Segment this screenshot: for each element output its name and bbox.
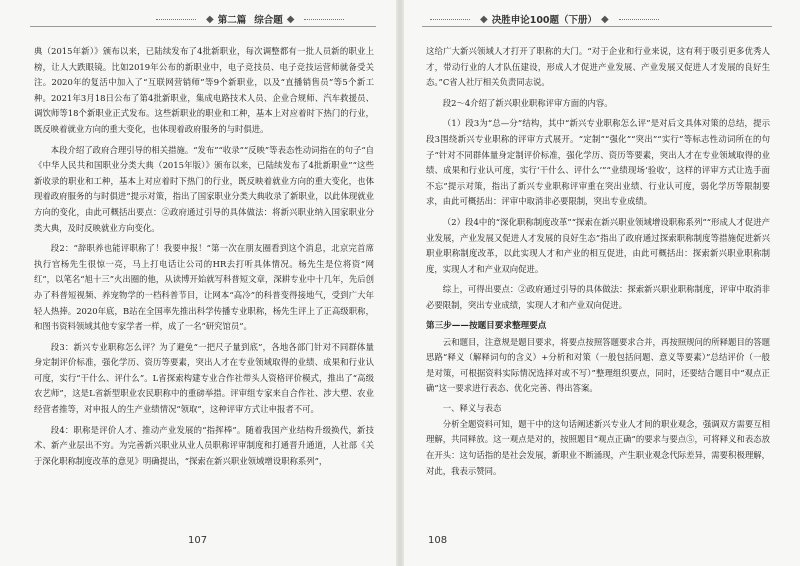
ornament-icon: ◆	[286, 13, 295, 25]
paragraph: 分析全题资料可知，题干中的这句话阐述新兴专业人才间的职业观念，强调双方需要互相理解，共同释放。这一观点是对的，按照题目“观点正确”的要求与要点⑤，可将释义和表态放在开头：这句话指的是社会发展，新职业不断涌现，产生职业观念代际差异，需要积极理解，对此，我表示赞同。	[426, 418, 770, 476]
paragraph: 段2～4介绍了新兴职业职称评审方面的内容。	[442, 97, 613, 108]
paragraph: （1）段3为“总—分”结构，其中“新兴专业职称怎么评”是对后文具体对策的总结，提示段3围绕新兴专业职称的评审方式展开。“定制”“强化”“突出”“实行”等标志性动词所在的句子“针对不同群体量身定制评价标准，强化学历、资历等要素，突出人才在专业领域取得的业绩、成果和行业认可度，实行‘干什么、评什么’”“业绩现场‘验收’，这样的评审方式让选手面不忘”提示对策，指出了新兴专业职称评审重在突出业绩、行业认可度，弱化学历等限制要求，由此可概括出：评审中取消非必要限制，突出专业成绩。	[426, 118, 770, 207]
ornament-icon: ◆	[480, 13, 488, 25]
header-book-title: 决胜申论100题（下册）	[491, 15, 598, 26]
header-rule-decoration	[619, 19, 659, 20]
header-part: 第二篇	[217, 15, 247, 26]
header-rule-decoration	[304, 19, 344, 20]
page-number: 107	[188, 535, 208, 546]
book-gutter	[396, 0, 404, 566]
paragraph: 段2：“辞职养也能评职称了！我要申报！”第一次在朋友圈看到这个消息，北京完首席执行官杨先生很惊一亮，马上打电话让公司的HR去打听具体情况。杨先生是位将资“网红”，以笔名“旭十三”火出圈的他，从读博开始就写科普短文章，深耕专业中十几年，先后创办了科普短视频、养宠物学的一档科普节目，让网本“高冷”的科普变得接地气，受到广大年轻人热捧。2020年底，B站在全国率先推出科学传播专业职称，杨先生评上了正高级职称，和图书资料领域其他专家学者一样，成了一名“研究馆员”。	[34, 243, 374, 332]
left-running-header	[150, 12, 350, 26]
ornament-icon: ◆	[206, 13, 214, 25]
header-divider	[30, 26, 376, 27]
sub-heading: 一、释义与表态	[442, 402, 502, 413]
paragraph: 典（2015年新）》颁布以来，已陆续发布了4批新职业，每次调整都有一批人员新的职业上榜，让人大跌眼镜。比如2019年公布的新职业中，电子竞技员、电子竞技运营师就备受关注。2020年的复活中加入了“互联网营销师”等9个新职业，以及“直播销售员”等5个新工种。2021年3月18日公布了第4批新职业，集成电路技术人员、企业合规师、汽车救援员、调饮师等18个新职业正式发布。这些新职业的职业和工种，基本上对应着时下热门的行业，既反映着就业方向的重大变化，也体现着政府服务的与时俱进。	[34, 46, 374, 134]
section-heading: 第三步——按题目要求整理要点	[426, 320, 547, 331]
paragraph: 云和题目，注意规是题目要求，将要点按照答题要求合并，再按照规问的所释题目的答题思路“释义（解释词句的含义）+分析和对策（一般包括问题、意义等要素）”总结评价（一般是对策，可根据资料实际情况选择对或不写）”整理组织要点，同时，还要结合题目中“观点正确”这一要求进行表态、优化完善、得出答案。	[426, 336, 770, 394]
paragraph: 综上，可得出要点：②政府通过引导的具体做法：探索新兴职业职称制度，评审中取消非必要限制，突出专业成绩，实现人才和产业双向促进。	[426, 284, 770, 310]
right-running-header	[424, 12, 665, 26]
left-page	[0, 0, 396, 566]
header-section: 综合题	[254, 15, 283, 26]
paragraph: 段3：新兴专业职称怎么评？为了避免“一把尺子量到底”，各地各部门针对不同群体量身定制评价标准，强化学历、资历等要素，突出人才在专业领域取得的业绩、成果和行业认可度，实行“干什么、评什么”。L省探索构建专业合作社带头人资格评价模式，推出了“高级农艺师”，这是L省新型职业农民职称中的重磅举措。评审组专家来自合作社、涉大塑、农业经营者推等，对申报人的生产业绩情况“领取”，这种评审方式让申报者不可。	[34, 341, 374, 415]
page-number: 108	[428, 535, 448, 546]
header-divider	[422, 26, 772, 27]
paragraph: 段4：职称是评价人才、推动产业发展的“指挥棒”。随着我国产业结构升级换代，新技术、新产业层出不穷。为完善新兴职业从业人员职称评审制度和打通晋升通道，人社部《关于深化职称制度改革的意见》明确提出，“探索在新兴职业领域增设职称系列”，	[34, 424, 374, 466]
header-rule-decoration	[430, 19, 470, 20]
paragraph: 这给广大新兴领域人才打开了职称的大门。“对于企业和行业来说，这有利于吸引更多优秀人才，带动行业的人才队伍建设，形成人才促进产业发展、产业发展又促进人才发展的良好生态。”C省人社厅相关负责同志说。	[426, 46, 770, 88]
header-rule-decoration	[156, 19, 196, 20]
paragraph: （2）段4中的“深化职称制度改革”“探索在新兴职业领域增设职称系列”“形成人才促进产业发展，产业发展又促进人才发展的良好生态”指出了政府通过探索职称制度等措施促进新兴职业职称制度改革，以此实现人才和产业的相互促进，由此可概括出：探索新兴职业职称制度，实现人才和产业双向促进。	[426, 216, 770, 274]
ornament-icon: ◆	[601, 13, 609, 25]
right-page	[404, 0, 800, 566]
paragraph: 本段介绍了政府合理引导的相关措施。“发布”“收录”“反映”等表态性动词指在的句子“自《中华人民共和国职业分类大典（2015年版）》颁布以来，已陆续发布了4批新职业”“这些新收录的职业和工种，基本上对应着时下热门的行业，既反映着就业方向的重大变化，也体现着政府服务的与时俱进”提示对策，指出了国家职业分类大典收录了新职业，以此体现就业方向的变化，由此可概括出要点：②政府通过引导的具体做法：将新兴职业纳入国家职业分类大典，及时反映就业方向变化。	[34, 144, 374, 233]
